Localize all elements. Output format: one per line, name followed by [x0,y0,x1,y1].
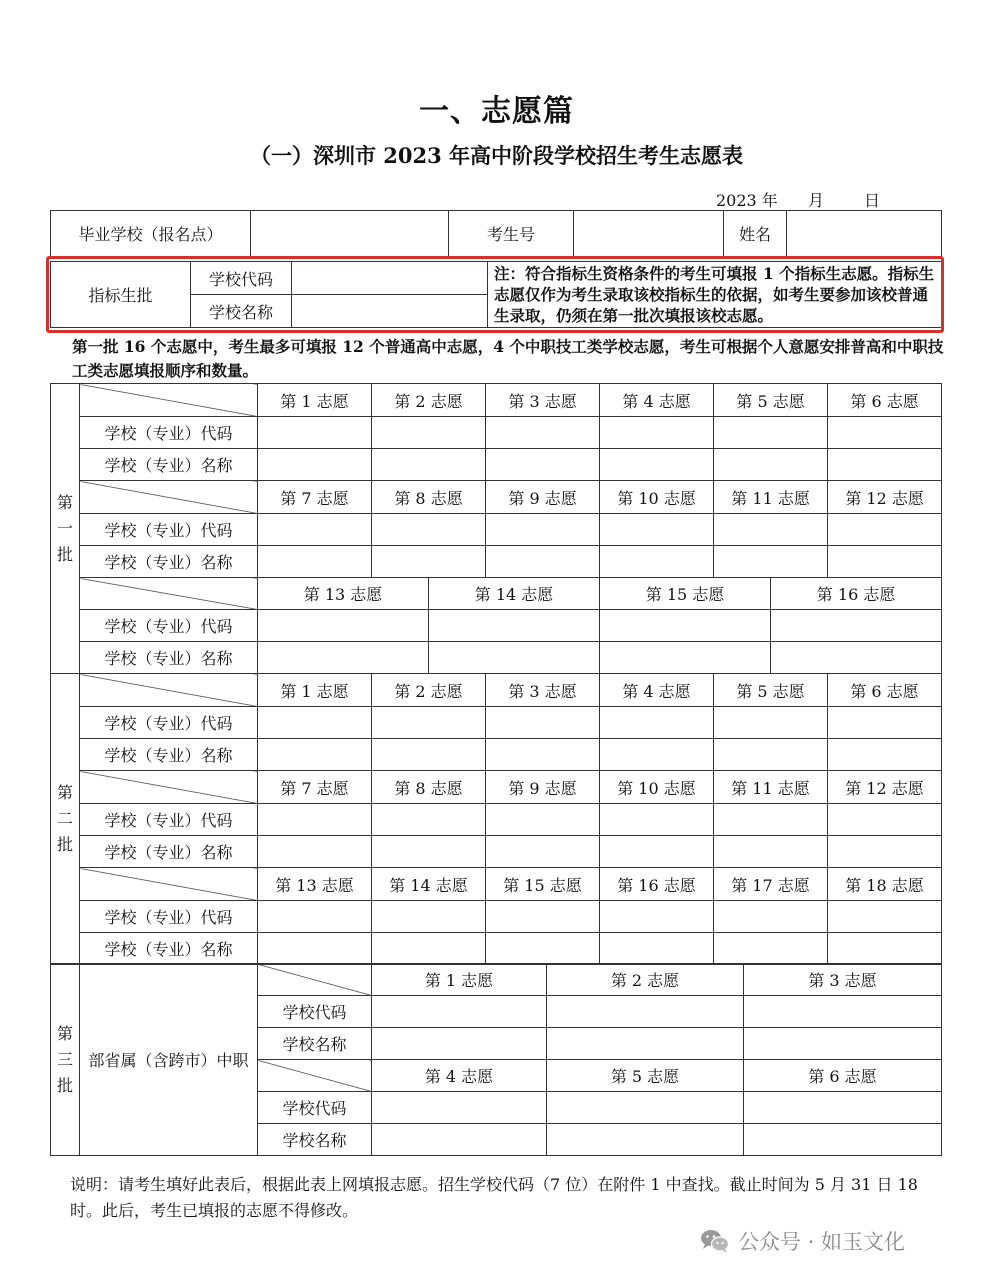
choice-header: 第 7 志愿 [258,771,372,804]
date-year[interactable]: 2023 年 [716,191,778,210]
name-row-label: 学校（专业）名称 [80,546,258,578]
diagonal-cell [80,384,258,417]
choice-header: 第 4 志愿 [600,384,714,417]
entry-cell[interactable] [258,739,372,771]
entry-cell[interactable] [828,449,942,481]
diagonal-cell [80,578,258,610]
choice-header: 第 13 志愿 [258,578,429,610]
entry-cell[interactable] [600,804,714,836]
code-row-label: 学校（专业）代码 [80,417,258,449]
choice-header: 第 6 志愿 [828,384,942,417]
entry-cell[interactable] [372,707,486,739]
entry-cell[interactable] [429,642,600,674]
entry-cell[interactable] [714,933,828,965]
batch3-sub-label: 部省属（含跨市）中职 [80,964,258,1156]
entry-cell[interactable] [258,546,372,578]
entry-cell[interactable] [600,707,714,739]
choice-header: 第 2 志愿 [372,674,486,707]
choice-header: 第 2 志愿 [547,964,744,996]
name-input[interactable] [787,211,942,257]
code-row-label: 学校（专业）代码 [80,804,258,836]
choice-header: 第 8 志愿 [372,481,486,514]
exam-no-input[interactable] [574,211,724,257]
entry-cell[interactable] [744,1124,942,1156]
choice-header: 第 10 志愿 [600,481,714,514]
entry-cell[interactable] [372,933,486,965]
entry-cell[interactable] [429,610,600,642]
choice-header: 第 6 志愿 [744,1060,942,1092]
entry-cell[interactable] [372,546,486,578]
entry-cell[interactable] [600,449,714,481]
entry-cell[interactable] [547,1028,744,1060]
batch-note: 第一批 16 个志愿中，考生最多可填报 12 个普通高中志愿，4 个中职技工类学校志愿，考生可根据个人意愿安排普高和中职技工类志愿填报顺序和数量。 [72,337,944,380]
entry-cell[interactable] [600,933,714,965]
entry-cell[interactable] [744,996,942,1028]
entry-cell[interactable] [372,1028,547,1060]
choice-header: 第 16 志愿 [771,578,942,610]
watermark [700,1224,905,1258]
entry-cell[interactable] [828,514,942,546]
choice-header: 第 14 志愿 [429,578,600,610]
entry-cell[interactable] [258,514,372,546]
entry-cell[interactable] [372,804,486,836]
form-subtitle: （一）深圳市 2023 年高中阶段学校招生考生志愿表 [249,143,744,168]
entry-cell[interactable] [771,610,942,642]
choice-header: 第 6 志愿 [828,674,942,707]
choice-header: 第 5 志愿 [547,1060,744,1092]
entry-cell[interactable] [372,739,486,771]
school-input[interactable] [251,211,449,257]
choice-header: 第 9 志愿 [486,771,600,804]
choice-header: 第 15 志愿 [600,578,771,610]
entry-cell[interactable] [714,804,828,836]
entry-cell[interactable] [258,804,372,836]
entry-cell[interactable] [258,707,372,739]
batch3-label: 第 三 批 [51,964,80,1156]
entry-cell[interactable] [372,449,486,481]
choice-header: 第 7 志愿 [258,481,372,514]
entry-cell[interactable] [258,417,372,449]
choice-header: 第 4 志愿 [372,1060,547,1092]
entry-cell[interactable] [486,804,600,836]
choice-header: 第 14 志愿 [372,868,486,901]
school-label: 毕业学校（报名点） [51,211,251,257]
diagonal-cell [80,674,258,707]
choice-header: 第 1 志愿 [258,384,372,417]
entry-cell[interactable] [258,449,372,481]
entry-cell[interactable] [714,449,828,481]
entry-cell[interactable] [486,836,600,868]
entry-cell[interactable] [258,610,429,642]
quota-label: 指标生批 [51,262,191,328]
entry-cell[interactable] [486,514,600,546]
name-row-label: 学校（专业）名称 [80,933,258,965]
date-day[interactable]: 日 [864,191,881,210]
batch3-table [50,963,942,1156]
choice-header: 第 3 志愿 [744,964,942,996]
entry-cell[interactable] [744,1092,942,1124]
entry-cell[interactable] [600,901,714,933]
entry-cell[interactable] [714,901,828,933]
entry-cell[interactable] [486,707,600,739]
entry-cell[interactable] [600,514,714,546]
highlight-box [46,256,944,333]
student-info-table [50,210,942,257]
entry-cell[interactable] [771,642,942,674]
entry-cell[interactable] [828,901,942,933]
code-row-label: 学校（专业）代码 [80,707,258,739]
entry-cell[interactable] [714,707,828,739]
entry-cell[interactable] [547,1124,744,1156]
choice-header: 第 15 志愿 [486,868,600,901]
quota-note: 注：符合指标生资格条件的考生可填报 1 个指标生志愿。指标生志愿仅作为考生录取该校指标生的依据，如考生要参加该校普通生录取，仍须在第一批次填报该校志愿。 [488,262,942,328]
entry-cell[interactable] [828,933,942,965]
choice-header: 第 11 志愿 [714,481,828,514]
entry-cell[interactable] [828,739,942,771]
choice-header: 第 13 志愿 [258,868,372,901]
entry-cell[interactable] [258,642,429,674]
batch1-table [50,383,942,674]
entry-cell[interactable] [828,417,942,449]
entry-cell[interactable] [600,417,714,449]
choice-header: 第 3 志愿 [486,674,600,707]
entry-cell[interactable] [714,546,828,578]
entry-cell[interactable] [600,546,714,578]
choice-header: 第 9 志愿 [486,481,600,514]
name-label: 姓名 [724,211,787,257]
entry-cell[interactable] [486,933,600,965]
exam-no-label: 考生号 [449,211,574,257]
entry-cell[interactable] [372,836,486,868]
entry-cell[interactable] [372,901,486,933]
choice-header: 第 8 志愿 [372,771,486,804]
entry-cell[interactable] [600,610,771,642]
choice-header: 第 17 志愿 [714,868,828,901]
choice-header: 第 4 志愿 [600,674,714,707]
entry-cell[interactable] [714,417,828,449]
watermark-text: 公众号 · 如玉文化 [738,1230,906,1254]
entry-cell[interactable] [828,707,942,739]
entry-cell[interactable] [828,546,942,578]
name-row-label: 学校（专业）名称 [80,449,258,481]
choice-header: 第 3 志愿 [486,384,600,417]
page-title: 一、志愿篇 [419,94,574,129]
entry-cell[interactable] [486,417,600,449]
school-code-label: 学校代码 [258,996,372,1028]
entry-cell[interactable] [372,1124,547,1156]
entry-cell[interactable] [600,642,771,674]
diagonal-cell [258,1060,372,1092]
entry-cell[interactable] [372,417,486,449]
entry-cell[interactable] [714,836,828,868]
choice-header: 第 5 志愿 [714,674,828,707]
choice-header: 第 1 志愿 [258,674,372,707]
name-row-label: 学校（专业）名称 [80,642,258,674]
entry-cell[interactable] [714,739,828,771]
diagonal-cell [258,964,372,996]
choice-header: 第 2 志愿 [372,384,486,417]
entry-cell[interactable] [372,1092,547,1124]
batch2-label: 第 二 批 [51,674,80,965]
code-row-label: 学校（专业）代码 [80,610,258,642]
school-name-label: 学校名称 [258,1028,372,1060]
entry-cell[interactable] [486,449,600,481]
choice-header: 第 10 志愿 [600,771,714,804]
code-row-label: 学校（专业）代码 [80,514,258,546]
entry-cell[interactable] [547,1092,744,1124]
date-month[interactable]: 月 [808,191,825,210]
date-line [716,188,880,211]
choice-header: 第 5 志愿 [714,384,828,417]
diagonal-cell [80,481,258,514]
choice-header: 第 11 志愿 [714,771,828,804]
entry-cell[interactable] [258,901,372,933]
entry-cell[interactable] [744,1028,942,1060]
entry-cell[interactable] [258,836,372,868]
name-row-label: 学校（专业）名称 [80,836,258,868]
batch2-table [50,673,942,965]
entry-cell[interactable] [486,901,600,933]
wechat-icon [700,1228,730,1254]
choice-header: 第 18 志愿 [828,868,942,901]
entry-cell[interactable] [547,996,744,1028]
entry-cell[interactable] [372,996,547,1028]
diagonal-cell [80,868,258,901]
batch1-label: 第 一 批 [51,384,80,674]
choice-header: 第 1 志愿 [372,964,547,996]
entry-cell[interactable] [828,804,942,836]
entry-cell[interactable] [714,514,828,546]
choice-header: 第 12 志愿 [828,771,942,804]
entry-cell[interactable] [372,514,486,546]
diagonal-cell [80,771,258,804]
entry-cell[interactable] [828,836,942,868]
code-row-label: 学校（专业）代码 [80,901,258,933]
footer-note: 说明：请考生填好此表后，根据此表上网填报志愿。招生学校代码（7 位）在附件 1 中查找。截止时间为 5 月 31 日 18 时。此后，考生已填报的志愿不得修改。 [70,1175,918,1220]
entry-cell[interactable] [258,933,372,965]
choice-header: 第 12 志愿 [828,481,942,514]
quota-code-label: 学校代码 [191,262,292,295]
school-name-label: 学校名称 [258,1124,372,1156]
choice-header: 第 16 志愿 [600,868,714,901]
quota-name-label: 学校名称 [191,295,292,328]
entry-cell[interactable] [600,836,714,868]
entry-cell[interactable] [600,739,714,771]
school-code-label: 学校代码 [258,1092,372,1124]
entry-cell[interactable] [486,546,600,578]
entry-cell[interactable] [486,739,600,771]
name-row-label: 学校（专业）名称 [80,739,258,771]
